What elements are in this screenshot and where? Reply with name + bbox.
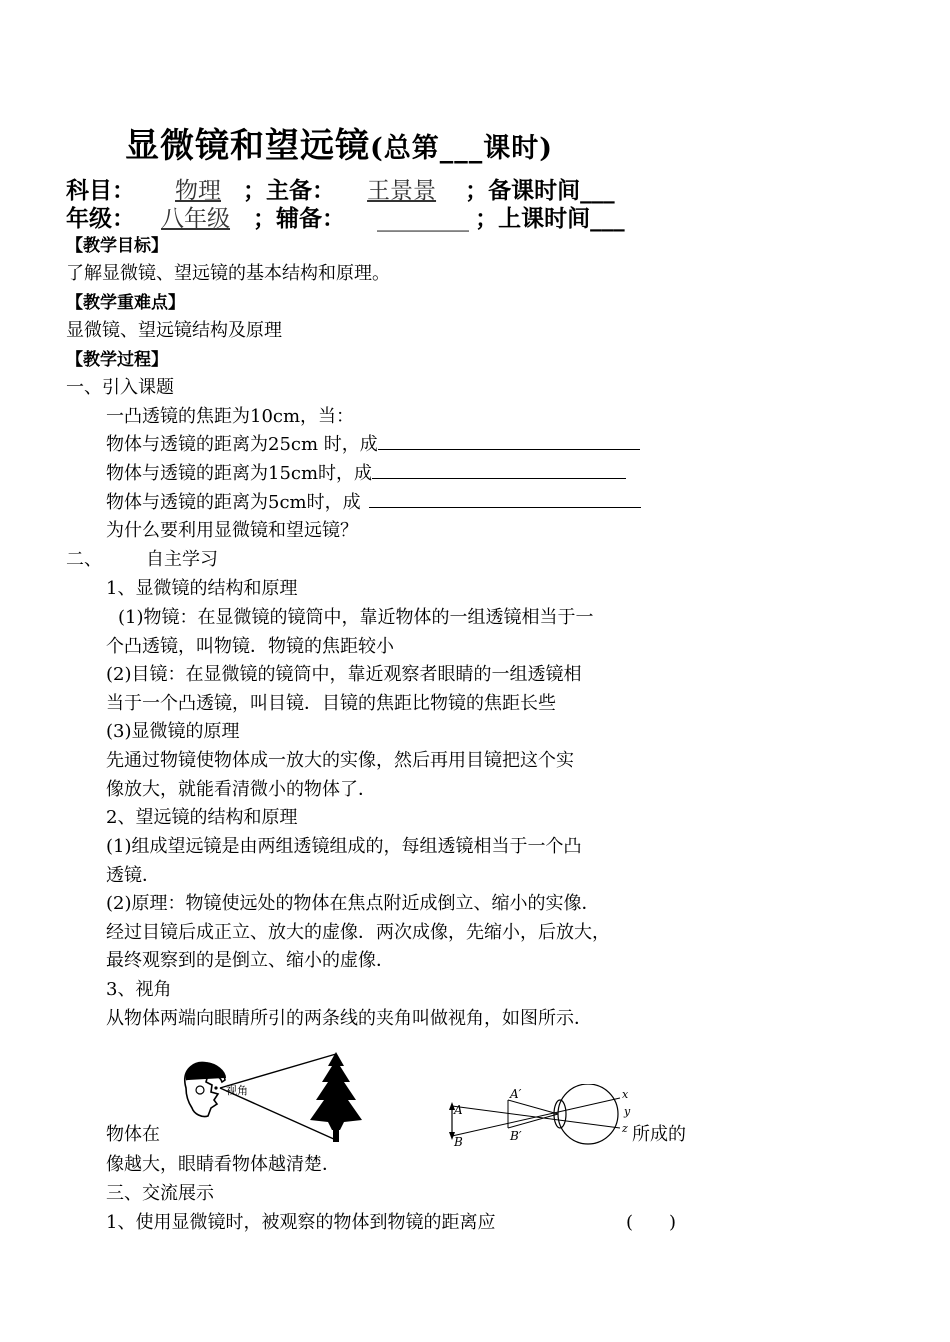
visual-angle-label: 视角 — [226, 1084, 248, 1097]
telescope-principle-line-3: 最终观察到的是倒立、缩小的虚像． — [106, 950, 394, 971]
grade-label: 年级： — [66, 205, 135, 232]
title-suffix: (总第___课时) — [370, 133, 554, 164]
face-icon — [185, 1063, 225, 1117]
visual-angle-heading: 3、视角 — [106, 979, 172, 1000]
question-text: 物体与透镜的距离为5cm时，成 — [106, 492, 361, 513]
keypoints-text: 显微镜、望远镜结构及原理 — [66, 320, 282, 341]
part3-question-1: 1、使用显微镜时，被观察的物体到物镜的距离应 — [106, 1212, 496, 1233]
part3-answer-blank[interactable]: ( ) — [626, 1212, 677, 1233]
visual-angle-text-right: 所成的 — [632, 1124, 686, 1145]
microscope-principle-line-1: 先通过物镜使物体成一放大的实像，然后再用目镜把这个实 — [106, 750, 574, 771]
microscope-principle-line-2: 像放大，就能看清微小的物体了． — [106, 779, 376, 800]
answer-blank[interactable] — [372, 460, 626, 479]
part1-heading: 一、引入课题 — [66, 377, 174, 398]
visual-angle-conclusion: 像越大，眼睛看物体越清楚． — [106, 1154, 340, 1175]
goals-heading: 【教学目标】 — [66, 236, 168, 256]
part1-intro: 一凸透镜的焦距为10cm，当： — [106, 406, 355, 427]
microscope-objective-line-2: 个凸透镜，叫物镜．物镜的焦距较小 — [106, 636, 394, 657]
part2-heading-number: 二、 — [66, 549, 102, 570]
label-y: y — [624, 1105, 631, 1118]
label-z: z — [622, 1122, 628, 1135]
keypoints-heading: 【教学重难点】 — [66, 293, 185, 313]
part1-question-2 — [106, 459, 626, 485]
assistant-label: ；辅备： — [253, 205, 346, 232]
class-time-label: ；上课时间___ — [475, 205, 625, 232]
microscope-eyepiece-line-1: (2)目镜：在显微镜的镜筒中，靠近观察者眼睛的一组透镜相 — [106, 664, 582, 685]
preparer-label: ；主备： — [243, 177, 336, 204]
question-text: 物体与透镜的距离为15cm时，成 — [106, 463, 373, 484]
label-A: A — [454, 1103, 463, 1117]
part1-question-3 — [106, 488, 641, 514]
part1-question-1 — [106, 430, 640, 456]
goals-text: 了解显微镜、望远镜的基本结构和原理。 — [66, 263, 390, 284]
microscope-heading: 1、显微镜的结构和原理 — [106, 578, 298, 599]
microscope-objective-line-1: (1)物镜：在显微镜的镜筒中，靠近物体的一组透镜相当于一 — [118, 607, 594, 628]
label-A-prime: A′ — [510, 1087, 522, 1101]
question-text: 物体与透镜的距离为25cm 时，成 — [106, 434, 378, 455]
telescope-structure-line-2: 透镜． — [106, 865, 160, 886]
part2-heading: 自主学习 — [146, 549, 218, 570]
telescope-principle-line-2: 经过目镜后成正立、放大的虚像．两次成像，先缩小，后放大， — [106, 922, 610, 943]
label-B: B — [454, 1135, 463, 1149]
microscope-principle-heading: (3)显微镜的原理 — [106, 721, 240, 742]
visual-angle-definition: 从物体两端向眼睛所引的两条线的夹角叫做视角，如图所示． — [106, 1008, 592, 1029]
subject-label: 科目： — [66, 177, 135, 204]
label-B-prime: B′ — [510, 1129, 522, 1143]
header-row-2 — [66, 200, 625, 233]
subject-value: 物理 — [175, 178, 222, 204]
microscope-eyepiece-line-2: 当于一个凸透镜，叫目镜．目镜的焦距比物镜的焦距长些 — [106, 693, 556, 714]
assistant-value: ________ — [377, 206, 470, 232]
eye-angle-figure — [448, 1084, 634, 1152]
label-x: x — [622, 1088, 629, 1101]
answer-blank[interactable] — [369, 489, 641, 508]
answer-blank[interactable] — [378, 431, 640, 450]
process-heading: 【教学过程】 — [66, 350, 168, 370]
visual-angle-figure — [178, 1048, 378, 1146]
part1-question-4: 为什么要利用显微镜和望远镜？ — [106, 520, 358, 541]
telescope-heading: 2、望远镜的结构和原理 — [106, 807, 298, 828]
title-main: 显微镜和望远镜 — [125, 126, 370, 166]
tree-icon — [310, 1052, 362, 1142]
telescope-structure-line-1: (1)组成望远镜是由两组透镜组成的，每组透镜相当于一个凸 — [106, 836, 582, 857]
visual-angle-text-left: 物体在 — [106, 1124, 160, 1145]
telescope-principle-line-1: (2)原理：物镜使远处的物体在焦点附近成倒立、缩小的实像． — [106, 893, 600, 914]
page-title — [125, 118, 553, 167]
preparer-value: 王景景 — [367, 178, 437, 204]
prep-time-label: ；备课时间___ — [465, 177, 615, 204]
grade-value: 八年级 — [161, 206, 231, 232]
part3-heading: 三、交流展示 — [106, 1183, 214, 1204]
